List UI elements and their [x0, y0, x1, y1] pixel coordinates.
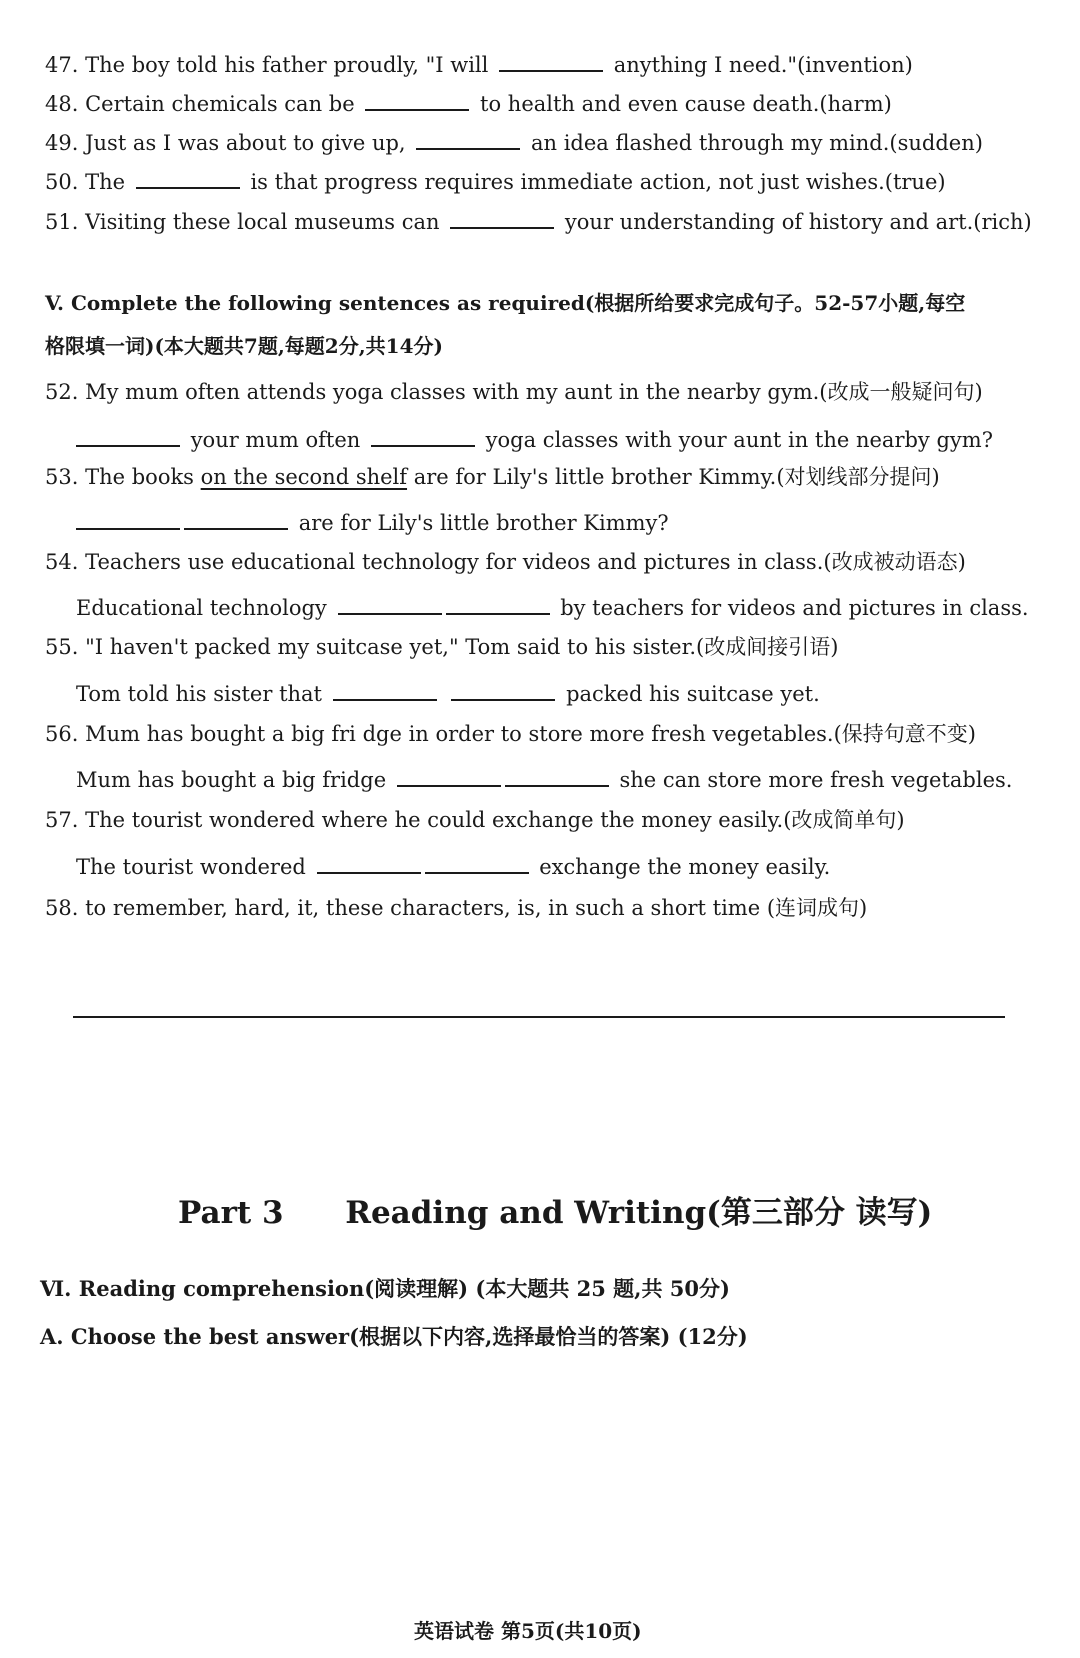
question-number: 52. — [45, 380, 79, 404]
answer-text: Mum has bought a big fridge — [76, 768, 387, 792]
question-55 — [45, 633, 838, 661]
question-number: 48. — [45, 92, 79, 116]
answer-text: by teachers for videos and pictures in class. — [560, 596, 1029, 620]
question-text: to remember, hard, it, these characters, is, in such a short time (连词成句) — [85, 896, 868, 920]
question-number: 55. — [45, 635, 79, 659]
answer-text: she can store more fresh vegetables. — [619, 768, 1013, 792]
answer-text: packed his suitcase yet. — [566, 682, 820, 706]
part-3-title — [178, 1193, 932, 1233]
answer-blank[interactable] — [397, 765, 501, 787]
part-title-text: Reading and Writing(第三部分 读写) — [345, 1195, 933, 1231]
answer-blank[interactable] — [416, 128, 520, 150]
answer-blank[interactable] — [499, 50, 603, 72]
section-5-heading-line-2: 格限填一词)(本大题共7题,每题2分,共14分) — [45, 334, 443, 358]
answer-text: Educational technology — [76, 596, 327, 620]
answer-blank[interactable] — [505, 765, 609, 787]
question-number: 54. — [45, 550, 79, 574]
question-text: Mum has bought a big fri dge in order to store more fresh vegetables.(保持句意不变) — [85, 722, 976, 746]
question-text: My mum often attends yoga classes with my aunt in the nearby gym.(改成一般疑问句) — [85, 380, 983, 404]
answer-blank[interactable] — [450, 207, 554, 229]
question-51 — [45, 207, 1032, 236]
question-58 — [45, 894, 867, 922]
answer-blank[interactable] — [333, 679, 437, 701]
question-text: Certain chemicals can be — [85, 92, 355, 116]
question-52 — [45, 378, 983, 406]
answer-blank[interactable] — [136, 167, 240, 189]
question-number: 56. — [45, 722, 79, 746]
question-number: 50. — [45, 170, 79, 194]
question-text: anything I need."(invention) — [613, 53, 913, 77]
question-number: 47. — [45, 53, 79, 77]
answer-blank[interactable] — [451, 679, 555, 701]
answer-blank[interactable] — [184, 508, 288, 530]
answer-text: yoga classes with your aunt in the nearby gym? — [485, 428, 993, 452]
underlined-phrase: on the second shelf — [200, 465, 408, 489]
question-text: Just as I was about to give up, — [85, 131, 406, 155]
question-text: "I haven't packed my suitcase yet," Tom said to his sister.(改成间接引语) — [85, 635, 839, 659]
answer-blank[interactable] — [365, 89, 469, 111]
question-number: 57. — [45, 808, 79, 832]
question-57 — [45, 806, 905, 834]
question-number: 58. — [45, 896, 79, 920]
question-text: The books — [85, 465, 194, 489]
question-number: 49. — [45, 131, 79, 155]
answer-blank[interactable] — [446, 593, 550, 615]
part-label: Part 3 — [178, 1195, 284, 1231]
answer-blank[interactable] — [371, 425, 475, 447]
question-text: is that progress requires immediate action, not just wishes.(true) — [250, 170, 946, 194]
question-48 — [45, 89, 892, 118]
question-text: The tourist wondered where he could exchange the money easily.(改成简单句) — [85, 808, 905, 832]
answer-blank[interactable] — [76, 508, 180, 530]
section-5-heading-line-1: V. Complete the following sentences as required(根据所给要求完成句子。52-57小题,每空 — [45, 291, 966, 315]
question-text: The boy told his father proudly, "I will — [85, 53, 489, 77]
answer-53 — [76, 508, 669, 537]
answer-blank[interactable] — [317, 852, 421, 874]
question-text: The — [85, 170, 126, 194]
answer-56 — [76, 765, 1012, 794]
question-text: are for Lily's little brother Kimmy.(对划线部分提问) — [413, 465, 940, 489]
answer-text: exchange the money easily. — [539, 855, 831, 879]
section-a-heading: A. Choose the best answer(根据以下内容,选择最恰当的答案) (12分) — [40, 1324, 748, 1349]
answer-text: The tourist wondered — [76, 855, 306, 879]
question-text: to health and even cause death.(harm) — [480, 92, 892, 116]
question-text: Teachers use educational technology for videos and pictures in class.(改成被动语态) — [85, 550, 966, 574]
question-number: 53. — [45, 465, 79, 489]
question-54 — [45, 548, 966, 576]
answer-text: Tom told his sister that — [76, 682, 322, 706]
page-footer: 英语试卷 第5页(共10页) — [414, 1619, 642, 1643]
answer-52 — [76, 425, 993, 454]
answer-55 — [76, 679, 820, 708]
question-49 — [45, 128, 983, 157]
answer-blank[interactable] — [425, 852, 529, 874]
answer-blank[interactable] — [338, 593, 442, 615]
answer-text: are for Lily's little brother Kimmy? — [298, 511, 669, 535]
question-53 — [45, 463, 940, 491]
answer-text: your mum often — [190, 428, 361, 452]
answer-line-58[interactable] — [73, 1016, 1005, 1018]
question-47 — [45, 50, 913, 79]
question-56 — [45, 720, 976, 748]
question-50 — [45, 167, 946, 196]
answer-57 — [76, 852, 830, 881]
question-text: your understanding of history and art.(rich) — [564, 210, 1032, 234]
answer-54 — [76, 593, 1029, 622]
section-6-heading: Ⅵ. Reading comprehension(阅读理解) (本大题共 25 题,共 50分) — [40, 1276, 730, 1301]
answer-blank[interactable] — [76, 425, 180, 447]
question-text: Visiting these local museums can — [85, 210, 440, 234]
question-text: an idea flashed through my mind.(sudden) — [530, 131, 983, 155]
question-number: 51. — [45, 210, 79, 234]
